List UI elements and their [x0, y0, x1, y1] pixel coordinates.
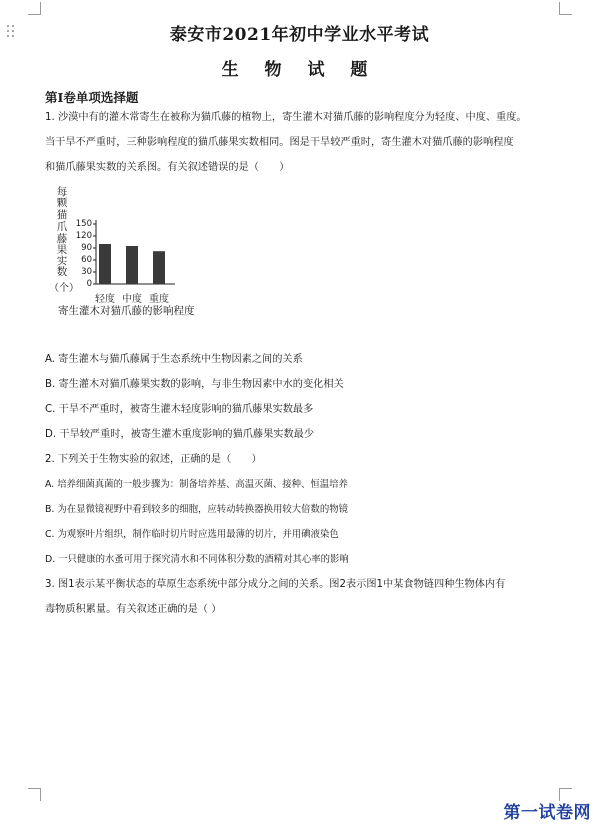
crop-mark-top-right [559, 2, 572, 15]
x-axis-title: 寄生灌木对猫爪藤的影响程度 [58, 305, 195, 317]
q1-option-b: B. 寄生灌木对猫爪藤果实数的影响，与非生物因素中水的变化相关 [45, 379, 344, 390]
q1-option-a: A. 寄生灌木与猫爪藤属于生态系统中生物因素之间的关系 [45, 354, 303, 365]
y-tick-label: 150 [75, 219, 92, 229]
crop-mark-bottom-left [28, 788, 41, 801]
y-axis-label-char: 颗 [56, 197, 68, 209]
crop-mark-top-left [28, 2, 41, 15]
exam-title: 泰安市2021年初中学业水平考试 [169, 25, 430, 45]
bar-3 [153, 251, 165, 284]
y-axis-unit: （个） [49, 283, 79, 294]
q2-option-a: A. 培养细菌真菌的一般步骤为：制备培养基、高温灭菌、接种、恒温培养 [45, 479, 348, 490]
q2-option-d: D. 一只健康的水蚤可用于探究清水和不同体积分数的酒精对其心率的影响 [45, 554, 349, 565]
x-tick-label-light: 轻度 [95, 294, 115, 305]
y-axis-label-char: 果 [56, 244, 68, 256]
x-tick-label-heavy: 重度 [149, 294, 169, 305]
y-axis-label-char: 实 [56, 255, 68, 267]
q2-option-b: B. 为在显微镜视野中看到较多的细胞，应转动转换器换用较大倍数的物镜 [45, 504, 349, 515]
y-axis-label-char: 猫 [56, 209, 68, 221]
y-axis-label-char: 数 [56, 266, 68, 278]
bar-1 [99, 244, 111, 284]
q1-stem-line-1: 1. 沙漠中有的灌木常寄生在被称为猫爪藤的植物上，寄生灌木对猫爪藤的影响程度分为轻度、中度、重度。 [45, 112, 527, 123]
y-tick-label: 0 [86, 279, 92, 289]
q1-option-d: D. 干旱较严重时，被寄生灌木重度影响的猫爪藤果实数最少 [45, 429, 315, 440]
fruit-count-bar-chart [40, 180, 230, 320]
x-tick-label-medium: 中度 [122, 294, 142, 305]
q3-stem-line-1: 3. 图1表示某平衡状态的草原生态系统中部分成分之间的关系。图2表示图1中某食物链四种生物体内有 [45, 579, 506, 590]
watermark-logo: 第一试卷网 [503, 803, 591, 823]
exam-subtitle: 生 物 试 题 [221, 60, 378, 80]
y-tick-label: 120 [75, 231, 92, 241]
y-axis-label-char: 每 [56, 186, 68, 198]
y-tick-label: 60 [81, 255, 92, 265]
q1-option-c: C. 干旱不严重时，被寄生灌木轻度影响的猫爪藤果实数最多 [45, 404, 314, 415]
q2-stem: 2. 下列关于生物实验的叙述，正确的是（ ） [45, 454, 262, 465]
q3-stem-line-2: 毒物质积累量。有关叙述正确的是（ ） [45, 604, 222, 615]
y-tick-label: 30 [81, 267, 92, 277]
q1-stem-line-2: 当干旱不严重时，三种影响程度的猫爪藤果实数相同。图是干旱较严重时，寄生灌木对猫爪藤的影响程度 [45, 137, 514, 148]
q1-stem-line-3: 和猫爪藤果实数的关系图。有关叙述错误的是（ ） [45, 162, 290, 173]
bar-2 [126, 246, 138, 284]
y-tick-label: 90 [81, 243, 92, 253]
q2-option-c: C. 为观察叶片组织，制作临时切片时应选用最薄的切片，并用碘液染色 [45, 529, 339, 540]
y-axis-label-char: 藤 [56, 233, 68, 245]
section-title: 第Ⅰ卷单项选择题 [45, 90, 139, 105]
y-axis-label-char: 爪 [56, 221, 68, 233]
